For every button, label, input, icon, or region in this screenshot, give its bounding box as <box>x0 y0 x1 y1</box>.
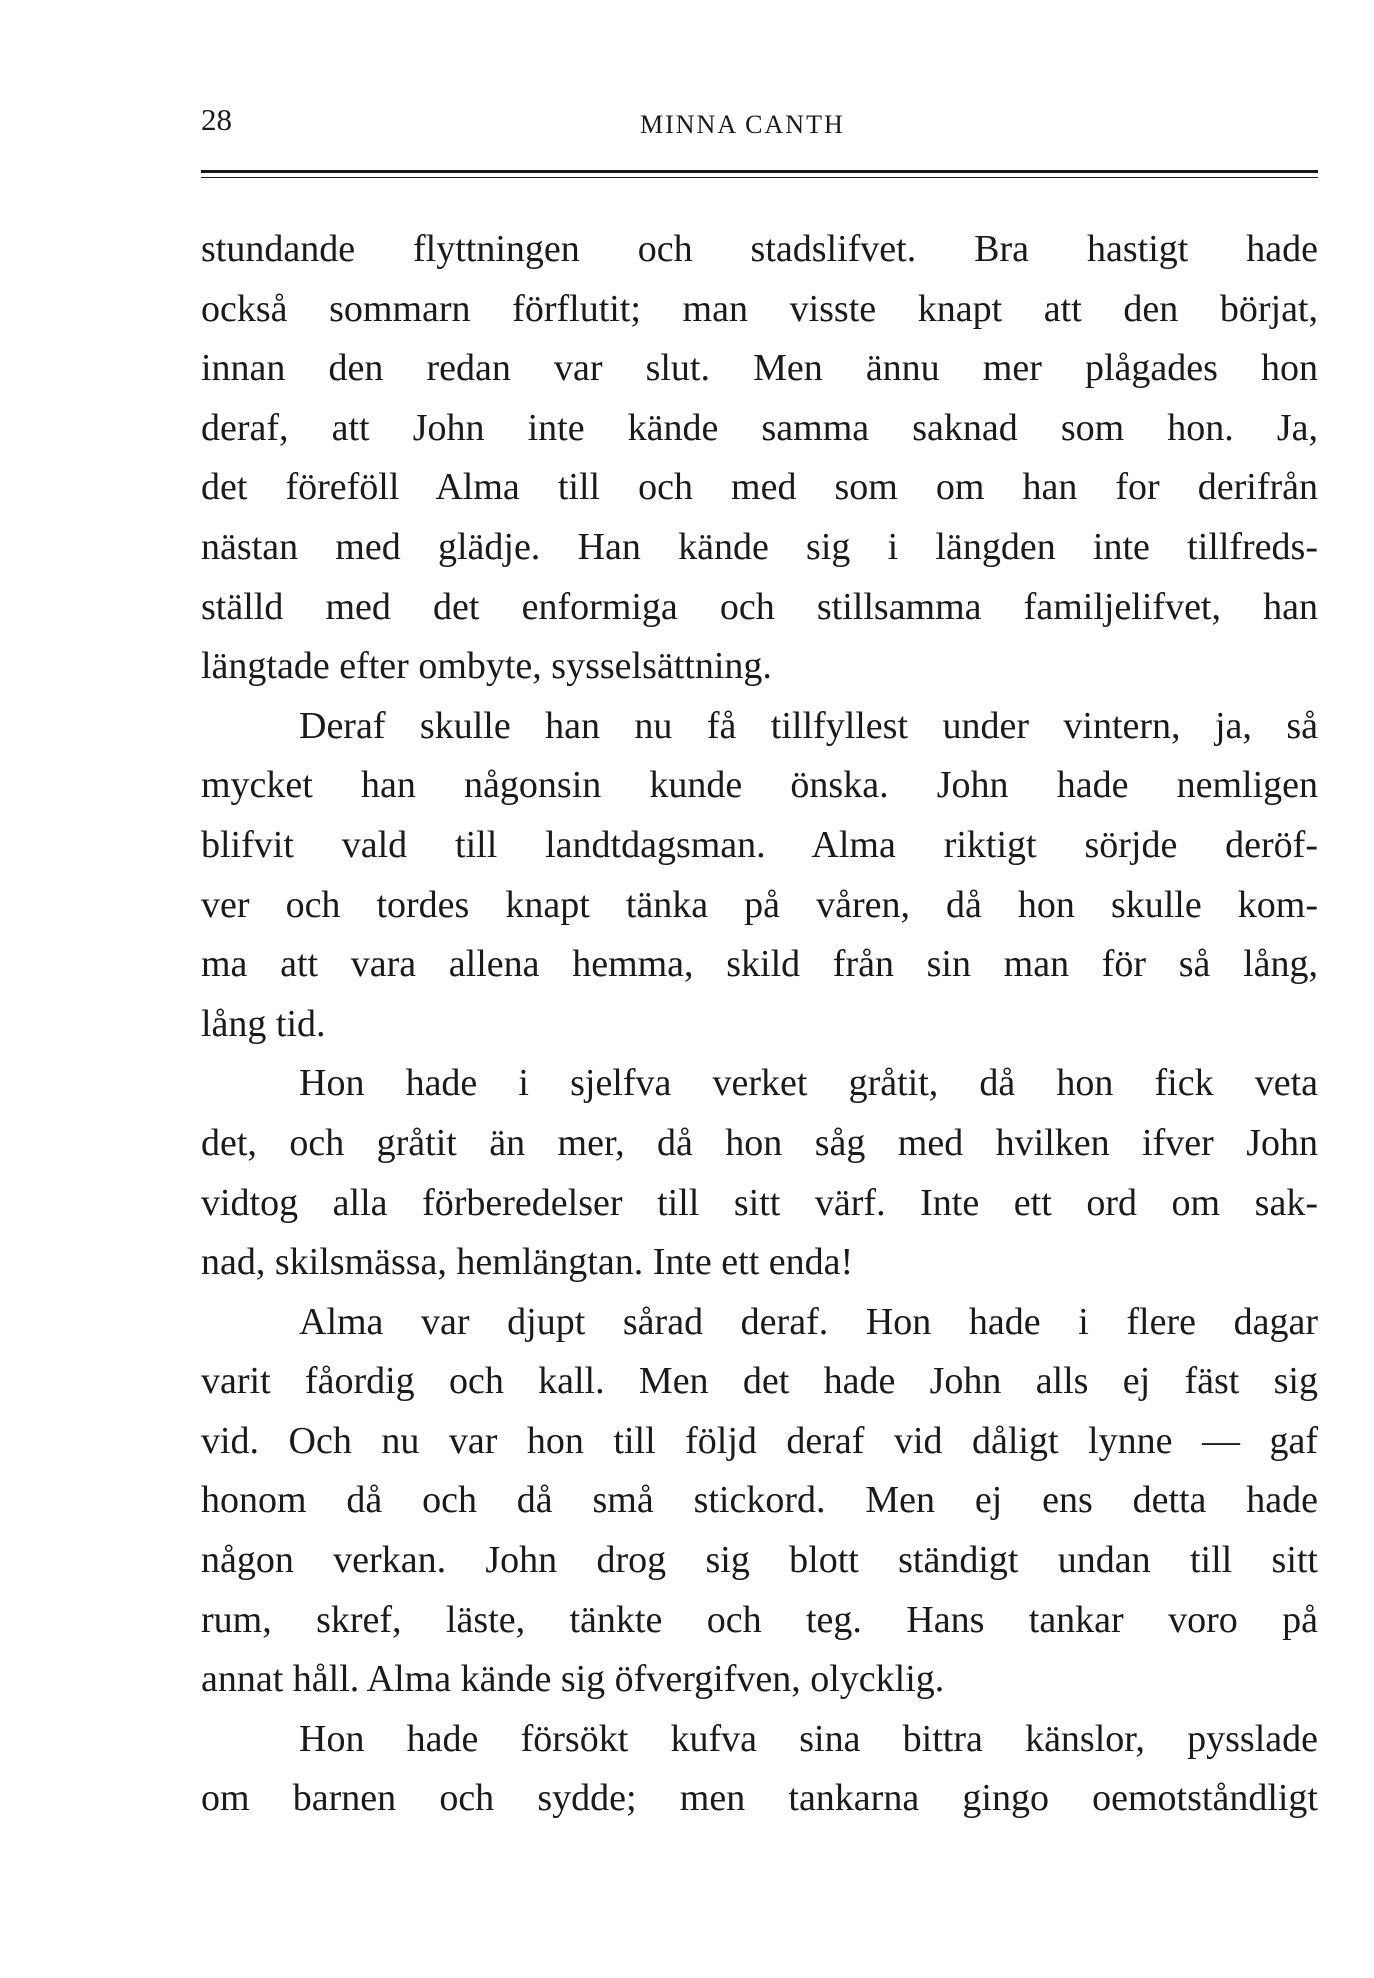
text-line: någon verkan. John drog sig blott ständigt undan till sitt <box>201 1539 1318 1582</box>
text-line: Deraf skulle han nu få tillfyllest under vintern, ja, så <box>299 704 1318 747</box>
body-text <box>201 220 1318 1829</box>
text-line: också sommarn förflutit; man visste knapt att den börjat, <box>201 287 1318 330</box>
paragraph-3 <box>201 1054 1318 1292</box>
text-line: honom då och då små stickord. Men ej ens detta hade <box>201 1479 1318 1522</box>
text-line: deraf, att John inte kände samma saknad som hon. Ja, <box>201 406 1318 449</box>
text-line: om barnen och sydde; men tankarna gingo oemotståndligt <box>201 1777 1318 1820</box>
text-line: vid. Och nu var hon till följd deraf vid dåligt lynne — gaf <box>201 1419 1318 1462</box>
text-line: annat håll. Alma kände sig öfvergifven, olycklig. <box>201 1658 945 1701</box>
text-line: nad, skilsmässa, hemlängtan. Inte ett enda! <box>201 1241 854 1284</box>
text-line: nästan med glädje. Han kände sig i längden inte tillfreds- <box>201 525 1318 568</box>
text-line: vidtog alla förberedelser till sitt värf. Inte ett ord om sak- <box>201 1181 1318 1224</box>
running-head: MINNA CANTH <box>640 110 845 139</box>
text-line: blifvit vald till landtdagsman. Alma riktigt sörjde deröf- <box>201 823 1318 866</box>
text-line: rum, skref, läste, tänkte och teg. Hans tankar voro på <box>201 1598 1318 1641</box>
text-line: ställd med det enformiga och stillsamma familjelifvet, han <box>201 585 1318 628</box>
text-line: ver och tordes knapt tänka på våren, då hon skulle kom- <box>201 883 1318 926</box>
text-line: det föreföll Alma till och med som om han for derifrån <box>201 466 1318 509</box>
paragraph-2 <box>201 697 1318 1055</box>
text-line: innan den redan var slut. Men ännu mer plågades hon <box>201 347 1318 390</box>
text-line: varit fåordig och kall. Men det hade John alls ej fäst sig <box>201 1360 1318 1403</box>
text-line: ma att vara allena hemma, skild från sin man för så lång, <box>201 943 1318 986</box>
page-number: 28 <box>201 102 232 137</box>
text-line: längtade efter ombyte, sysselsättning. <box>201 645 772 688</box>
text-line: stundande flyttningen och stadslifvet. Bra hastigt hade <box>201 228 1318 270</box>
header-rule-thick <box>201 170 1318 173</box>
text-line: lång tid. <box>201 1002 326 1045</box>
text-line: Alma var djupt sårad deraf. Hon hade i flere dagar <box>299 1300 1318 1343</box>
paragraph-1 <box>201 220 1318 697</box>
header-rule-thin <box>201 177 1318 178</box>
text-line: Hon hade i sjelfva verket gråtit, då hon fick veta <box>299 1062 1318 1105</box>
text-line: Hon hade försökt kufva sina bittra känslor, pysslade <box>299 1717 1318 1760</box>
paragraph-5 <box>201 1710 1318 1829</box>
paragraph-4 <box>201 1293 1318 1710</box>
text-line: mycket han någonsin kunde önska. John hade nemligen <box>201 764 1318 807</box>
text-line: det, och gråtit än mer, då hon såg med hvilken ifver John <box>201 1121 1318 1164</box>
